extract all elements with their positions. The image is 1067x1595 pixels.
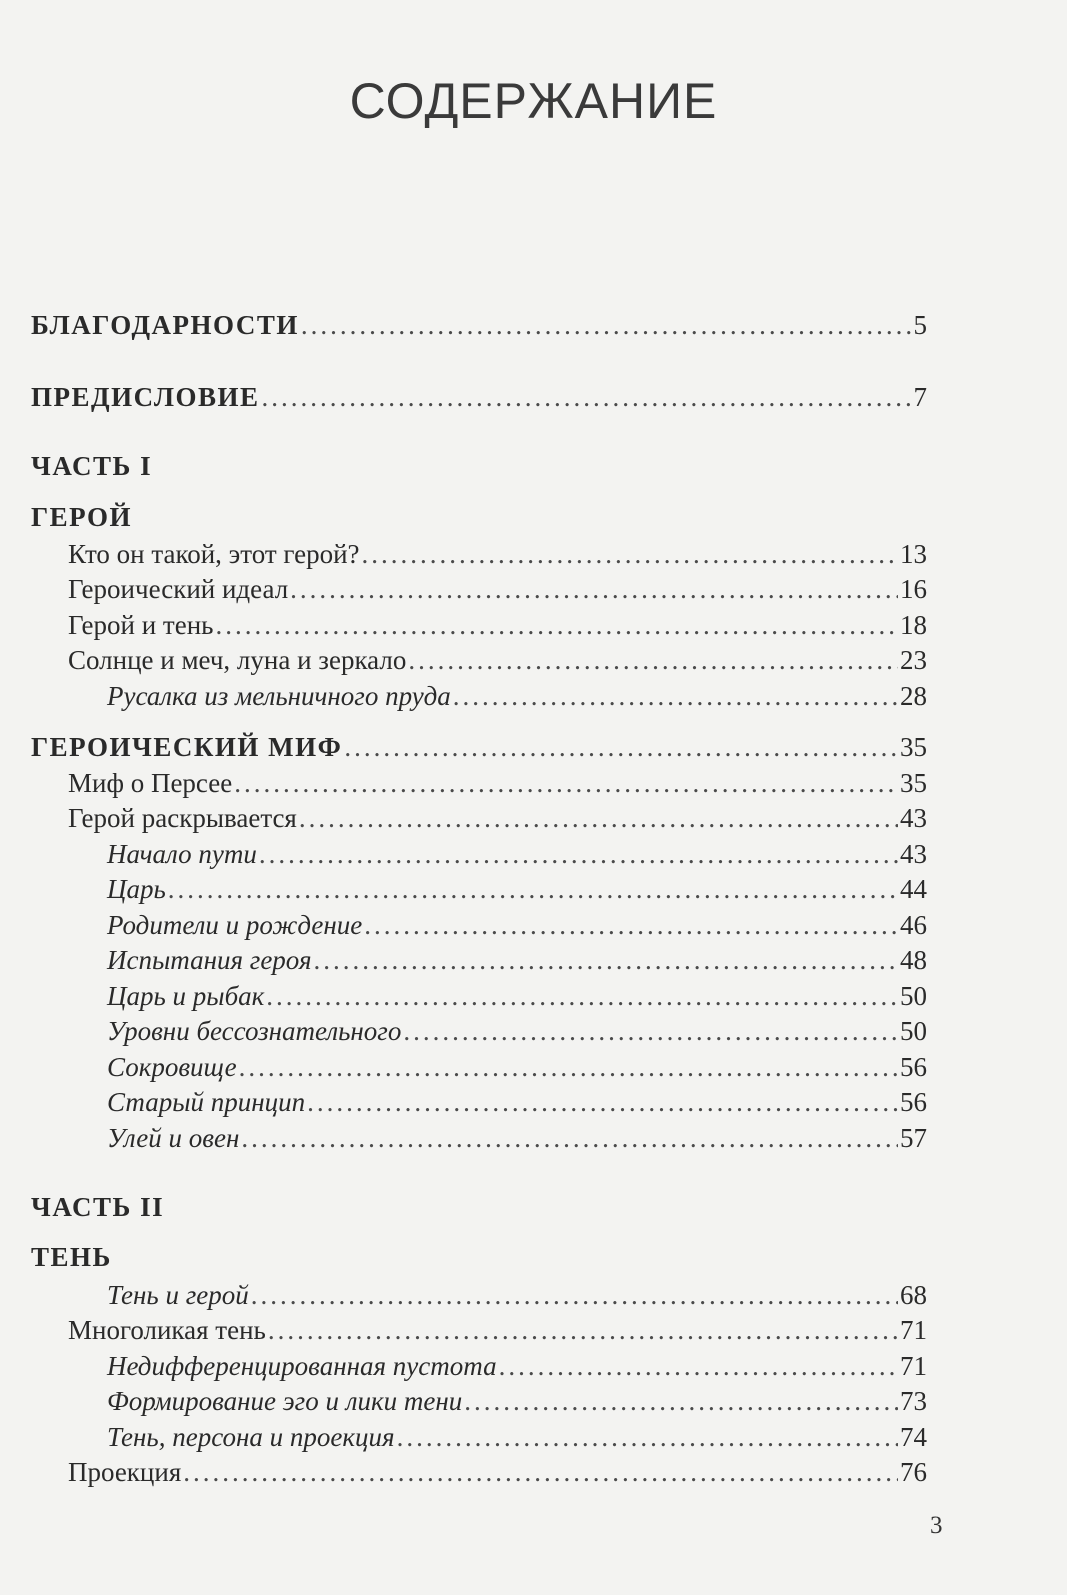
dot-leader — [307, 1085, 898, 1119]
toc-entry-page: 68 — [900, 1280, 927, 1310]
toc-entry-page: 71 — [900, 1315, 927, 1345]
toc-entry-page: 50 — [900, 981, 927, 1011]
toc-entry-title: ПРЕДИСЛОВИЕ — [31, 382, 260, 412]
toc-entry-page: 5 — [913, 310, 927, 340]
dot-leader — [239, 1050, 898, 1084]
toc-entry[interactable] — [31, 730, 927, 764]
section-heading: ЧАСТЬ II — [31, 1192, 165, 1222]
toc-entry-title: Формирование эго и лики тени — [107, 1386, 463, 1416]
toc-entry-page: 56 — [900, 1052, 927, 1082]
toc-entry-title: Родители и рождение — [107, 910, 363, 940]
dot-leader — [241, 1121, 898, 1155]
toc-entry-page: 16 — [900, 574, 927, 604]
toc-entry-page: 50 — [900, 1016, 927, 1046]
toc-entry[interactable] — [31, 979, 927, 1013]
toc-entry-page: 46 — [900, 910, 927, 940]
toc-entry-page: 23 — [900, 645, 927, 675]
toc-entry-title: Царь и рыбак — [107, 981, 265, 1011]
toc-entry[interactable] — [31, 1349, 927, 1383]
dot-leader — [397, 1420, 898, 1454]
toc-entry-page: 28 — [900, 681, 927, 711]
toc-entry-title: Кто он такой, этот герой? — [68, 539, 360, 569]
toc-entry-page: 44 — [900, 874, 927, 904]
toc-entry-page: 13 — [900, 539, 927, 569]
toc-entry[interactable] — [31, 380, 927, 414]
toc-entry-title: БЛАГОДАРНОСТИ — [31, 310, 299, 340]
page-number: 3 — [930, 1512, 943, 1539]
dot-leader — [183, 1455, 898, 1489]
toc-entry-title: Проекция — [68, 1457, 182, 1487]
toc-entry-title: Испытания героя — [107, 945, 312, 975]
toc-entry-title: Герой и тень — [68, 610, 214, 640]
dot-leader — [234, 766, 898, 800]
dot-leader — [499, 1349, 898, 1383]
toc-entry-page: 76 — [900, 1457, 927, 1487]
dot-leader — [290, 572, 898, 606]
dot-leader — [268, 1313, 898, 1347]
toc-entry-title: Героический идеал — [68, 574, 289, 604]
toc-entry[interactable] — [31, 1085, 927, 1119]
toc-entry[interactable] — [31, 643, 927, 677]
dot-leader — [314, 943, 898, 977]
dot-leader — [301, 308, 912, 342]
toc-entry-page: 74 — [900, 1422, 927, 1452]
toc-entry[interactable] — [31, 908, 927, 942]
toc-entry[interactable] — [31, 608, 927, 642]
dot-leader — [266, 979, 898, 1013]
toc-entry[interactable] — [31, 1121, 927, 1155]
toc-entry[interactable] — [31, 1313, 927, 1347]
toc-entry-title: Многоликая тень — [68, 1315, 266, 1345]
toc-entry-page: 35 — [900, 768, 927, 798]
toc-entry[interactable] — [31, 1420, 927, 1454]
toc-entry-page: 56 — [900, 1087, 927, 1117]
toc-entry-title: Тень, персона и проекция — [107, 1422, 395, 1452]
dot-leader — [168, 872, 898, 906]
toc-entry-title: Герой раскрывается — [68, 803, 297, 833]
dot-leader — [299, 801, 898, 835]
toc-entry-title: Уровни бессознательного — [107, 1016, 402, 1046]
toc-entry-title: Улей и овен — [107, 1123, 240, 1153]
toc-entry-title: Старый принцип — [107, 1087, 306, 1117]
dot-leader — [453, 679, 898, 713]
dot-leader — [344, 730, 898, 764]
toc-entry[interactable] — [31, 1050, 927, 1084]
toc-entry-title: Русалка из мельничного пруда — [107, 681, 451, 711]
toc-entry-page: 43 — [900, 839, 927, 869]
toc-entry-title: Начало пути — [107, 839, 257, 869]
section-heading: ЧАСТЬ I — [31, 451, 153, 481]
dot-leader — [251, 1278, 898, 1312]
toc-entry-title: Недифференцированная пустота — [107, 1351, 497, 1381]
toc-entry[interactable] — [31, 1014, 927, 1048]
toc-entry[interactable] — [31, 766, 927, 800]
toc-entry-page: 18 — [900, 610, 927, 640]
dot-leader — [259, 837, 898, 871]
page-title: СОДЕРЖАНИЕ — [349, 73, 718, 129]
toc-entry-title: Царь — [107, 874, 166, 904]
toc-entry-page: 57 — [900, 1123, 927, 1153]
toc-entry[interactable] — [31, 1384, 927, 1418]
toc-entry[interactable] — [31, 537, 927, 571]
toc-entry[interactable] — [31, 801, 927, 835]
toc-entry-title: Миф о Персее — [68, 768, 233, 798]
toc-entry-page: 71 — [900, 1351, 927, 1381]
dot-leader — [408, 643, 898, 677]
toc-entry-title: Тень и герой — [107, 1280, 249, 1310]
dot-leader — [364, 908, 898, 942]
toc-entry-title: Сокровище — [107, 1052, 237, 1082]
toc-entry-title: ГЕРОИЧЕСКИЙ МИФ — [31, 732, 343, 762]
toc-entry-page: 43 — [900, 803, 927, 833]
dot-leader — [464, 1384, 898, 1418]
toc-entry[interactable] — [31, 572, 927, 606]
toc-entry[interactable] — [31, 679, 927, 713]
section-heading: ГЕРОЙ — [31, 502, 133, 532]
toc-entry[interactable] — [31, 872, 927, 906]
toc-entry-page: 35 — [900, 732, 927, 762]
toc-entry-page: 7 — [913, 382, 927, 412]
dot-leader — [403, 1014, 898, 1048]
toc-entry[interactable] — [31, 1278, 927, 1312]
dot-leader — [215, 608, 898, 642]
toc-entry[interactable] — [31, 943, 927, 977]
dot-leader — [362, 537, 898, 571]
toc-entry[interactable] — [31, 1455, 927, 1489]
toc-entry[interactable] — [31, 308, 927, 342]
dot-leader — [262, 380, 912, 414]
toc-entry-page: 48 — [900, 945, 927, 975]
toc-entry-title: Солнце и меч, луна и зеркало — [68, 645, 407, 675]
toc-entry-page: 73 — [900, 1386, 927, 1416]
section-heading: ТЕНЬ — [31, 1242, 112, 1272]
toc-entry[interactable] — [31, 837, 927, 871]
